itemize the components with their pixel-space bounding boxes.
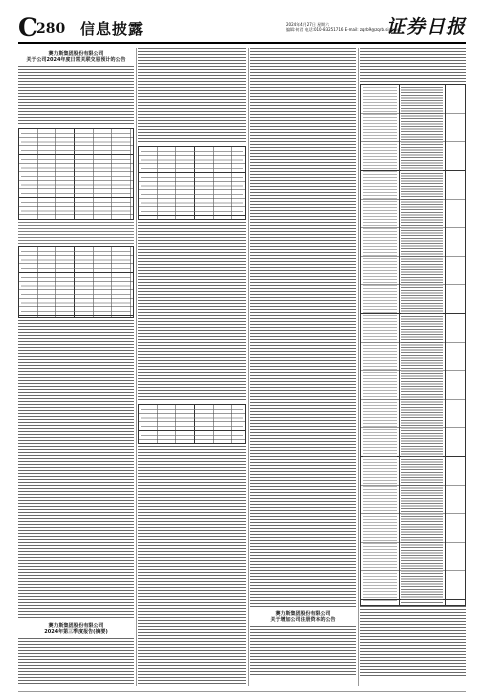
column-3: [250, 48, 356, 686]
column-1: [18, 48, 134, 686]
body-text: [18, 320, 134, 620]
column-rule: [358, 48, 359, 686]
body-text: [250, 48, 356, 608]
page-number-badge: [18, 13, 66, 42]
body-text: [360, 606, 466, 676]
article-title: 赛力斯集团股份有限公司: [275, 611, 331, 617]
body-text: [18, 66, 134, 126]
data-table: [360, 84, 466, 606]
body-text: [18, 222, 134, 244]
body-text: [138, 446, 246, 686]
column-2: [138, 48, 246, 686]
section-letter: C: [18, 13, 38, 42]
article-title: 赛力斯集团股份有限公司: [48, 51, 104, 57]
body-text: [360, 48, 466, 84]
page-number: 280: [36, 21, 66, 37]
column-rule: [136, 48, 137, 686]
column-rule: [248, 48, 249, 686]
newspaper-logo: 证券日报: [385, 16, 466, 38]
article-subtitle: 关于增加公司注册资本的公告: [270, 617, 336, 623]
article-subtitle: 关于公司2024年度日常关联交易预计的公告: [26, 57, 126, 63]
article-title: 赛力斯集团股份有限公司: [48, 623, 104, 629]
article-headline: [18, 623, 134, 635]
column-4: [360, 48, 466, 686]
body-text: [18, 638, 134, 686]
article-headline: [18, 51, 134, 63]
body-text: [138, 48, 246, 144]
article-headline: [250, 611, 356, 623]
footer-rule: [18, 691, 466, 692]
dateline-contact: 编辑:何君 电话:010-83251716 E-mail: zqrb9@zqrb.sina.net: [286, 27, 402, 32]
data-table: [138, 146, 246, 220]
masthead: [18, 10, 466, 44]
data-table: [138, 404, 246, 444]
body-text: [138, 222, 246, 402]
data-table: [18, 128, 134, 220]
body-text: [250, 626, 356, 676]
dateline-date: 2024年4月27日 星期六: [286, 22, 330, 27]
section-title: 信息披露: [80, 20, 145, 38]
article-subtitle: 2024年第三季度报告(摘要): [44, 629, 108, 635]
data-table: [18, 246, 134, 318]
